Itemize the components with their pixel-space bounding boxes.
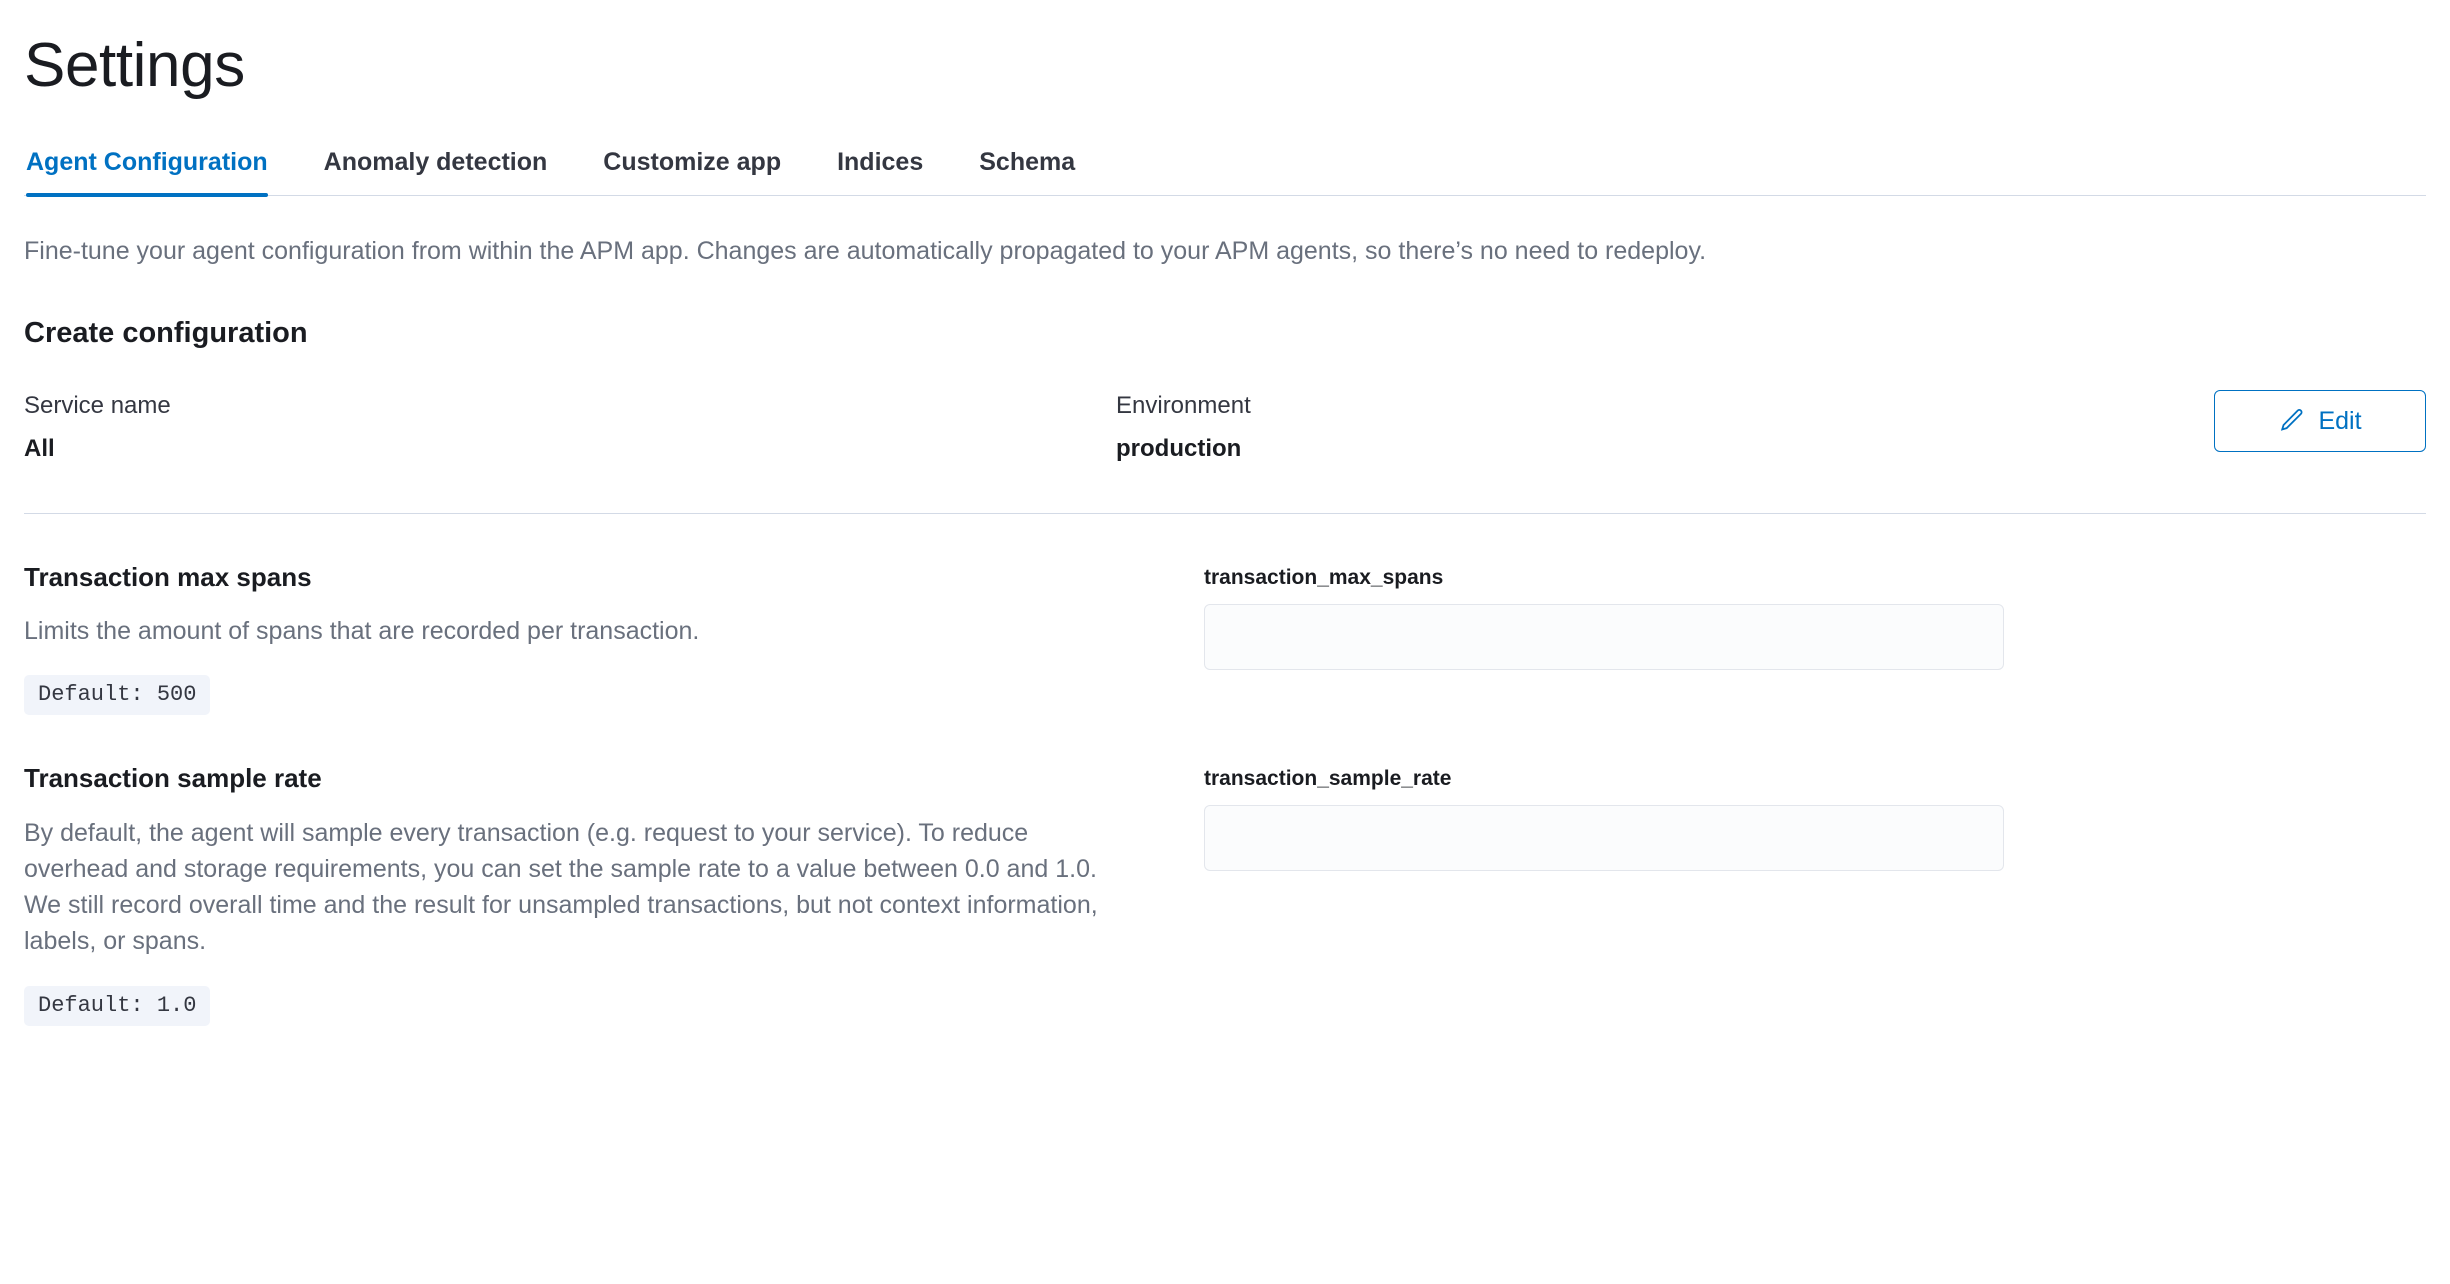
tab-label: Agent Configuration (26, 148, 268, 177)
tab-agent-configuration[interactable] (24, 148, 296, 195)
tab-anomaly-detection[interactable] (296, 148, 576, 195)
intro-text: Fine-tune your agent configuration from within the APM app. Changes are automatically propagated to your APM agents, so there’s no need to redeploy. (24, 237, 1707, 266)
setting-transaction-max-spans (24, 562, 2426, 716)
setting-field-block (1204, 763, 2004, 871)
divider (24, 513, 2426, 514)
create-configuration-heading: Create configuration (24, 317, 308, 350)
edit-button[interactable] (2214, 390, 2426, 452)
tab-indices[interactable] (809, 148, 951, 195)
setting-description: By default, the agent will sample every transaction (e.g. request to your service). To reduce overhead and storage requirements, you can set the sample rate to a value between 0.0 and 1.0. We still record overall time and the result for unsampled transactions, but not context information, labels, or spans. (24, 818, 1098, 956)
pencil-icon (2278, 408, 2304, 434)
setting-title: Transaction max spans (24, 561, 312, 592)
tab-schema[interactable] (951, 148, 1103, 195)
service-name-block (24, 390, 1116, 464)
environment-value: production (1116, 435, 1242, 463)
setting-description: Limits the amount of spans that are recorded per transaction. (24, 616, 700, 645)
configuration-summary (24, 390, 2426, 464)
environment-block (1116, 390, 2214, 464)
tab-label: Schema (979, 148, 1076, 177)
setting-description-block (24, 763, 1204, 1026)
edit-button-label: Edit (2318, 406, 2362, 435)
tab-label: Anomaly detection (323, 148, 548, 177)
tab-label: Customize app (603, 148, 782, 177)
setting-field-block (1204, 562, 2004, 670)
service-name-label: Service name (24, 392, 171, 420)
service-name-value: All (24, 435, 55, 463)
setting-description-block (24, 562, 1204, 716)
environment-label: Environment (1116, 392, 1251, 420)
setting-default-badge: Default: 1.0 (24, 986, 210, 1026)
setting-title: Transaction sample rate (24, 763, 322, 794)
page-title: Settings (24, 31, 245, 100)
field-label: transaction_sample_rate (1204, 767, 1452, 791)
tab-bar (24, 148, 2426, 196)
transaction-sample-rate-input[interactable] (1204, 805, 2004, 871)
tab-customize-app[interactable] (575, 148, 809, 195)
setting-transaction-sample-rate (24, 763, 2426, 1026)
setting-default-badge: Default: 500 (24, 675, 210, 715)
field-label: transaction_max_spans (1204, 565, 1444, 589)
tab-label: Indices (837, 148, 924, 177)
transaction-max-spans-input[interactable] (1204, 604, 2004, 670)
